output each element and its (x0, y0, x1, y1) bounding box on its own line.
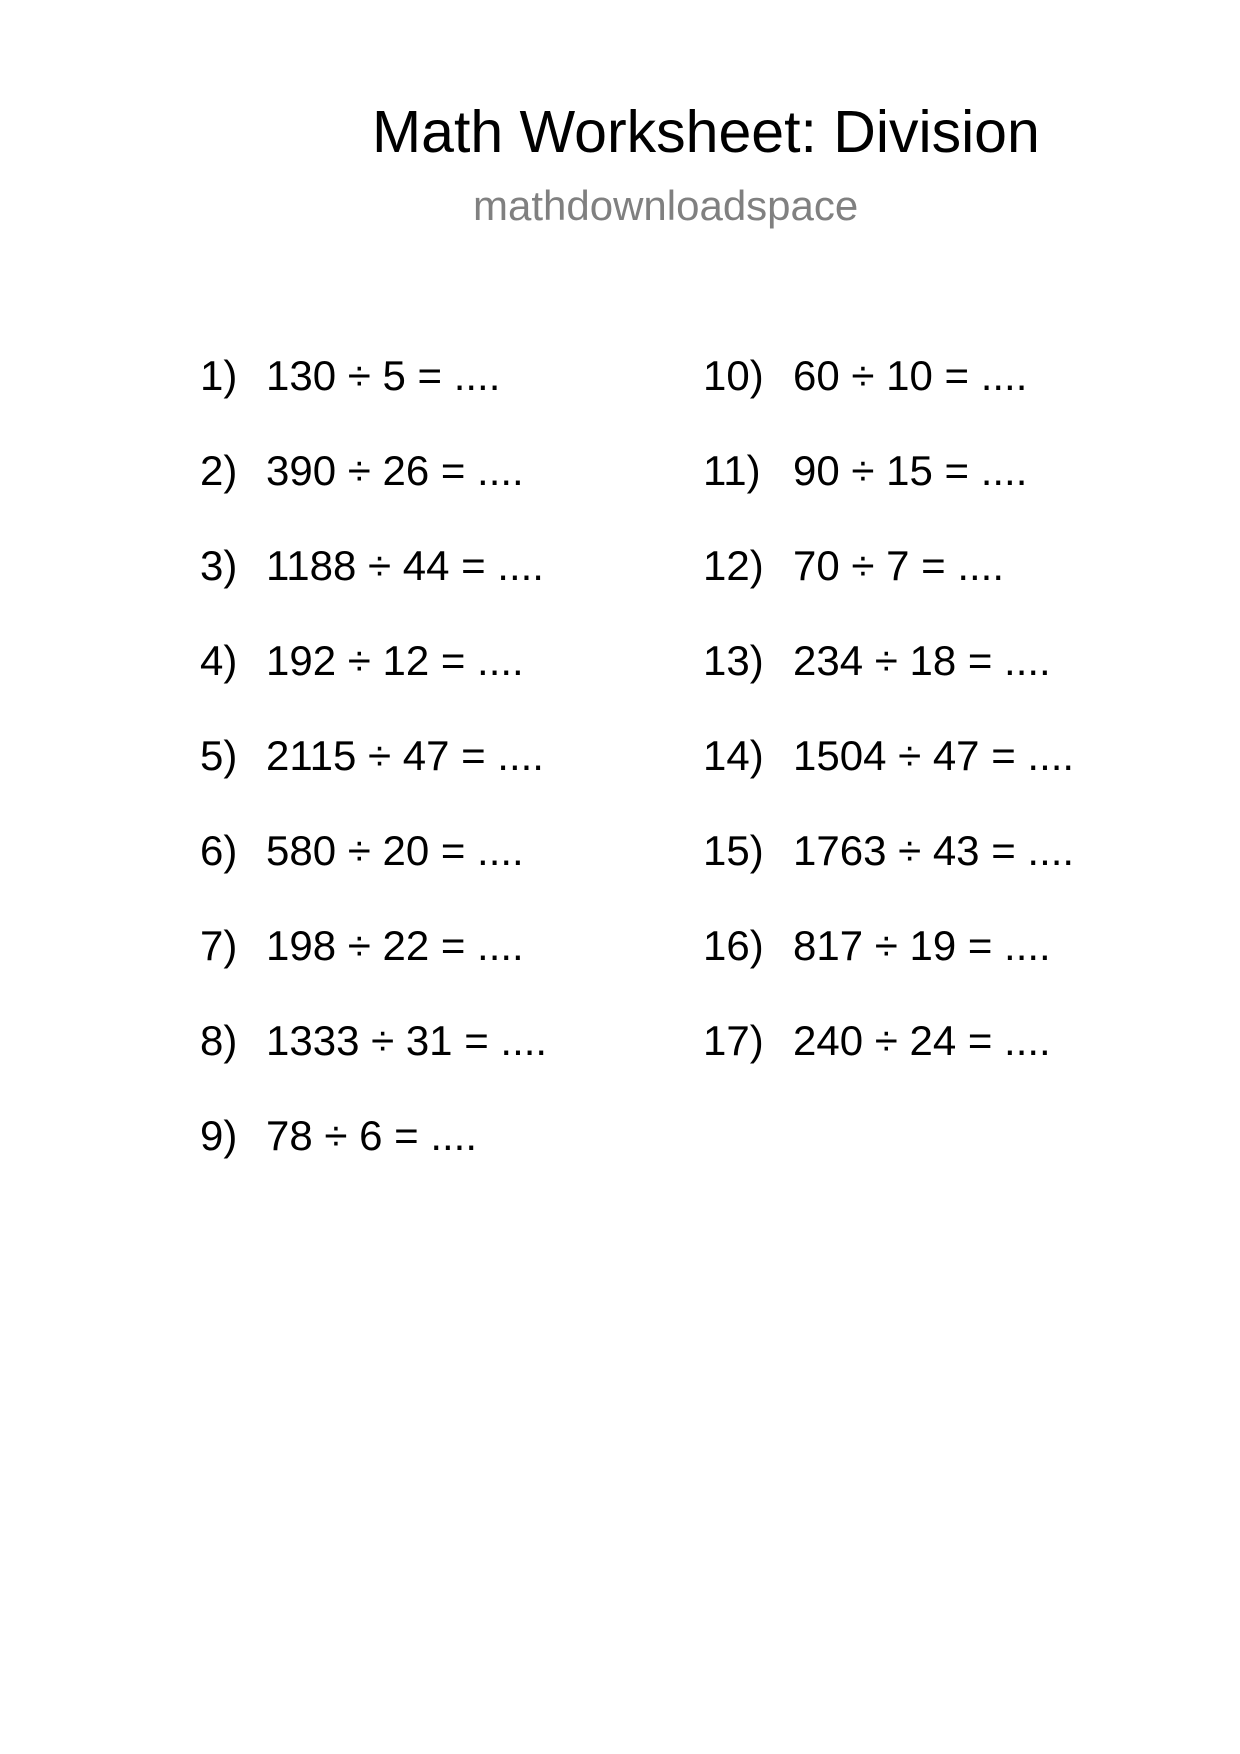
problem-number: 9) (200, 1112, 238, 1159)
problem-column-right (703, 350, 1240, 1110)
problem-item (200, 1015, 760, 1110)
problem-number: 14) (703, 732, 764, 779)
problem-number: 7) (200, 922, 238, 969)
problem-item (703, 730, 1240, 825)
problem-item (200, 825, 760, 920)
problem-item (703, 1015, 1240, 1110)
problem-expression: 817 ÷ 19 = .... (793, 922, 1051, 969)
problem-item (703, 350, 1240, 445)
problem-expression: 1188 ÷ 44 = .... (266, 542, 544, 589)
problem-expression: 240 ÷ 24 = .... (793, 1017, 1051, 1064)
problem-item (200, 540, 760, 635)
problem-item (200, 445, 760, 540)
problem-number: 1) (200, 352, 238, 399)
page-subtitle: mathdownloadspace (473, 182, 859, 229)
problem-item (703, 920, 1240, 1015)
problem-item (200, 730, 760, 825)
problem-number: 17) (703, 1017, 764, 1064)
problem-expression: 1504 ÷ 47 = .... (793, 732, 1075, 779)
problem-expression: 580 ÷ 20 = .... (266, 827, 524, 874)
problem-number: 12) (703, 542, 764, 589)
problem-item (200, 1110, 760, 1205)
problem-expression: 192 ÷ 12 = .... (266, 637, 524, 684)
problem-expression: 234 ÷ 18 = .... (793, 637, 1051, 684)
problem-number: 16) (703, 922, 764, 969)
problem-number: 11) (703, 447, 761, 494)
problem-expression: 1763 ÷ 43 = .... (793, 827, 1075, 874)
problem-item (200, 920, 760, 1015)
problem-item (703, 540, 1240, 635)
problem-expression: 70 ÷ 7 = .... (793, 542, 1005, 589)
problem-number: 10) (703, 352, 764, 399)
problem-column-left (200, 350, 760, 1205)
problem-expression: 198 ÷ 22 = .... (266, 922, 524, 969)
problem-expression: 60 ÷ 10 = .... (793, 352, 1028, 399)
problem-number: 15) (703, 827, 764, 874)
problem-number: 8) (200, 1017, 238, 1064)
page-title: Math Worksheet: Division (372, 99, 1040, 165)
problem-number: 2) (200, 447, 238, 494)
problem-item (703, 825, 1240, 920)
problem-item (703, 635, 1240, 730)
problem-item (200, 350, 760, 445)
problem-number: 4) (200, 637, 238, 684)
problem-expression: 1333 ÷ 31 = .... (266, 1017, 548, 1064)
worksheet-header (0, 92, 1240, 242)
problem-expression: 78 ÷ 6 = .... (266, 1112, 478, 1159)
problem-item (200, 635, 760, 730)
problem-item (703, 445, 1240, 540)
problem-number: 6) (200, 827, 238, 874)
problem-expression: 2115 ÷ 47 = .... (266, 732, 544, 779)
problem-number: 5) (200, 732, 238, 779)
problem-number: 13) (703, 637, 764, 684)
problem-number: 3) (200, 542, 238, 589)
problem-expression: 390 ÷ 26 = .... (266, 447, 524, 494)
problem-expression: 90 ÷ 15 = .... (793, 447, 1028, 494)
problem-expression: 130 ÷ 5 = .... (266, 352, 501, 399)
